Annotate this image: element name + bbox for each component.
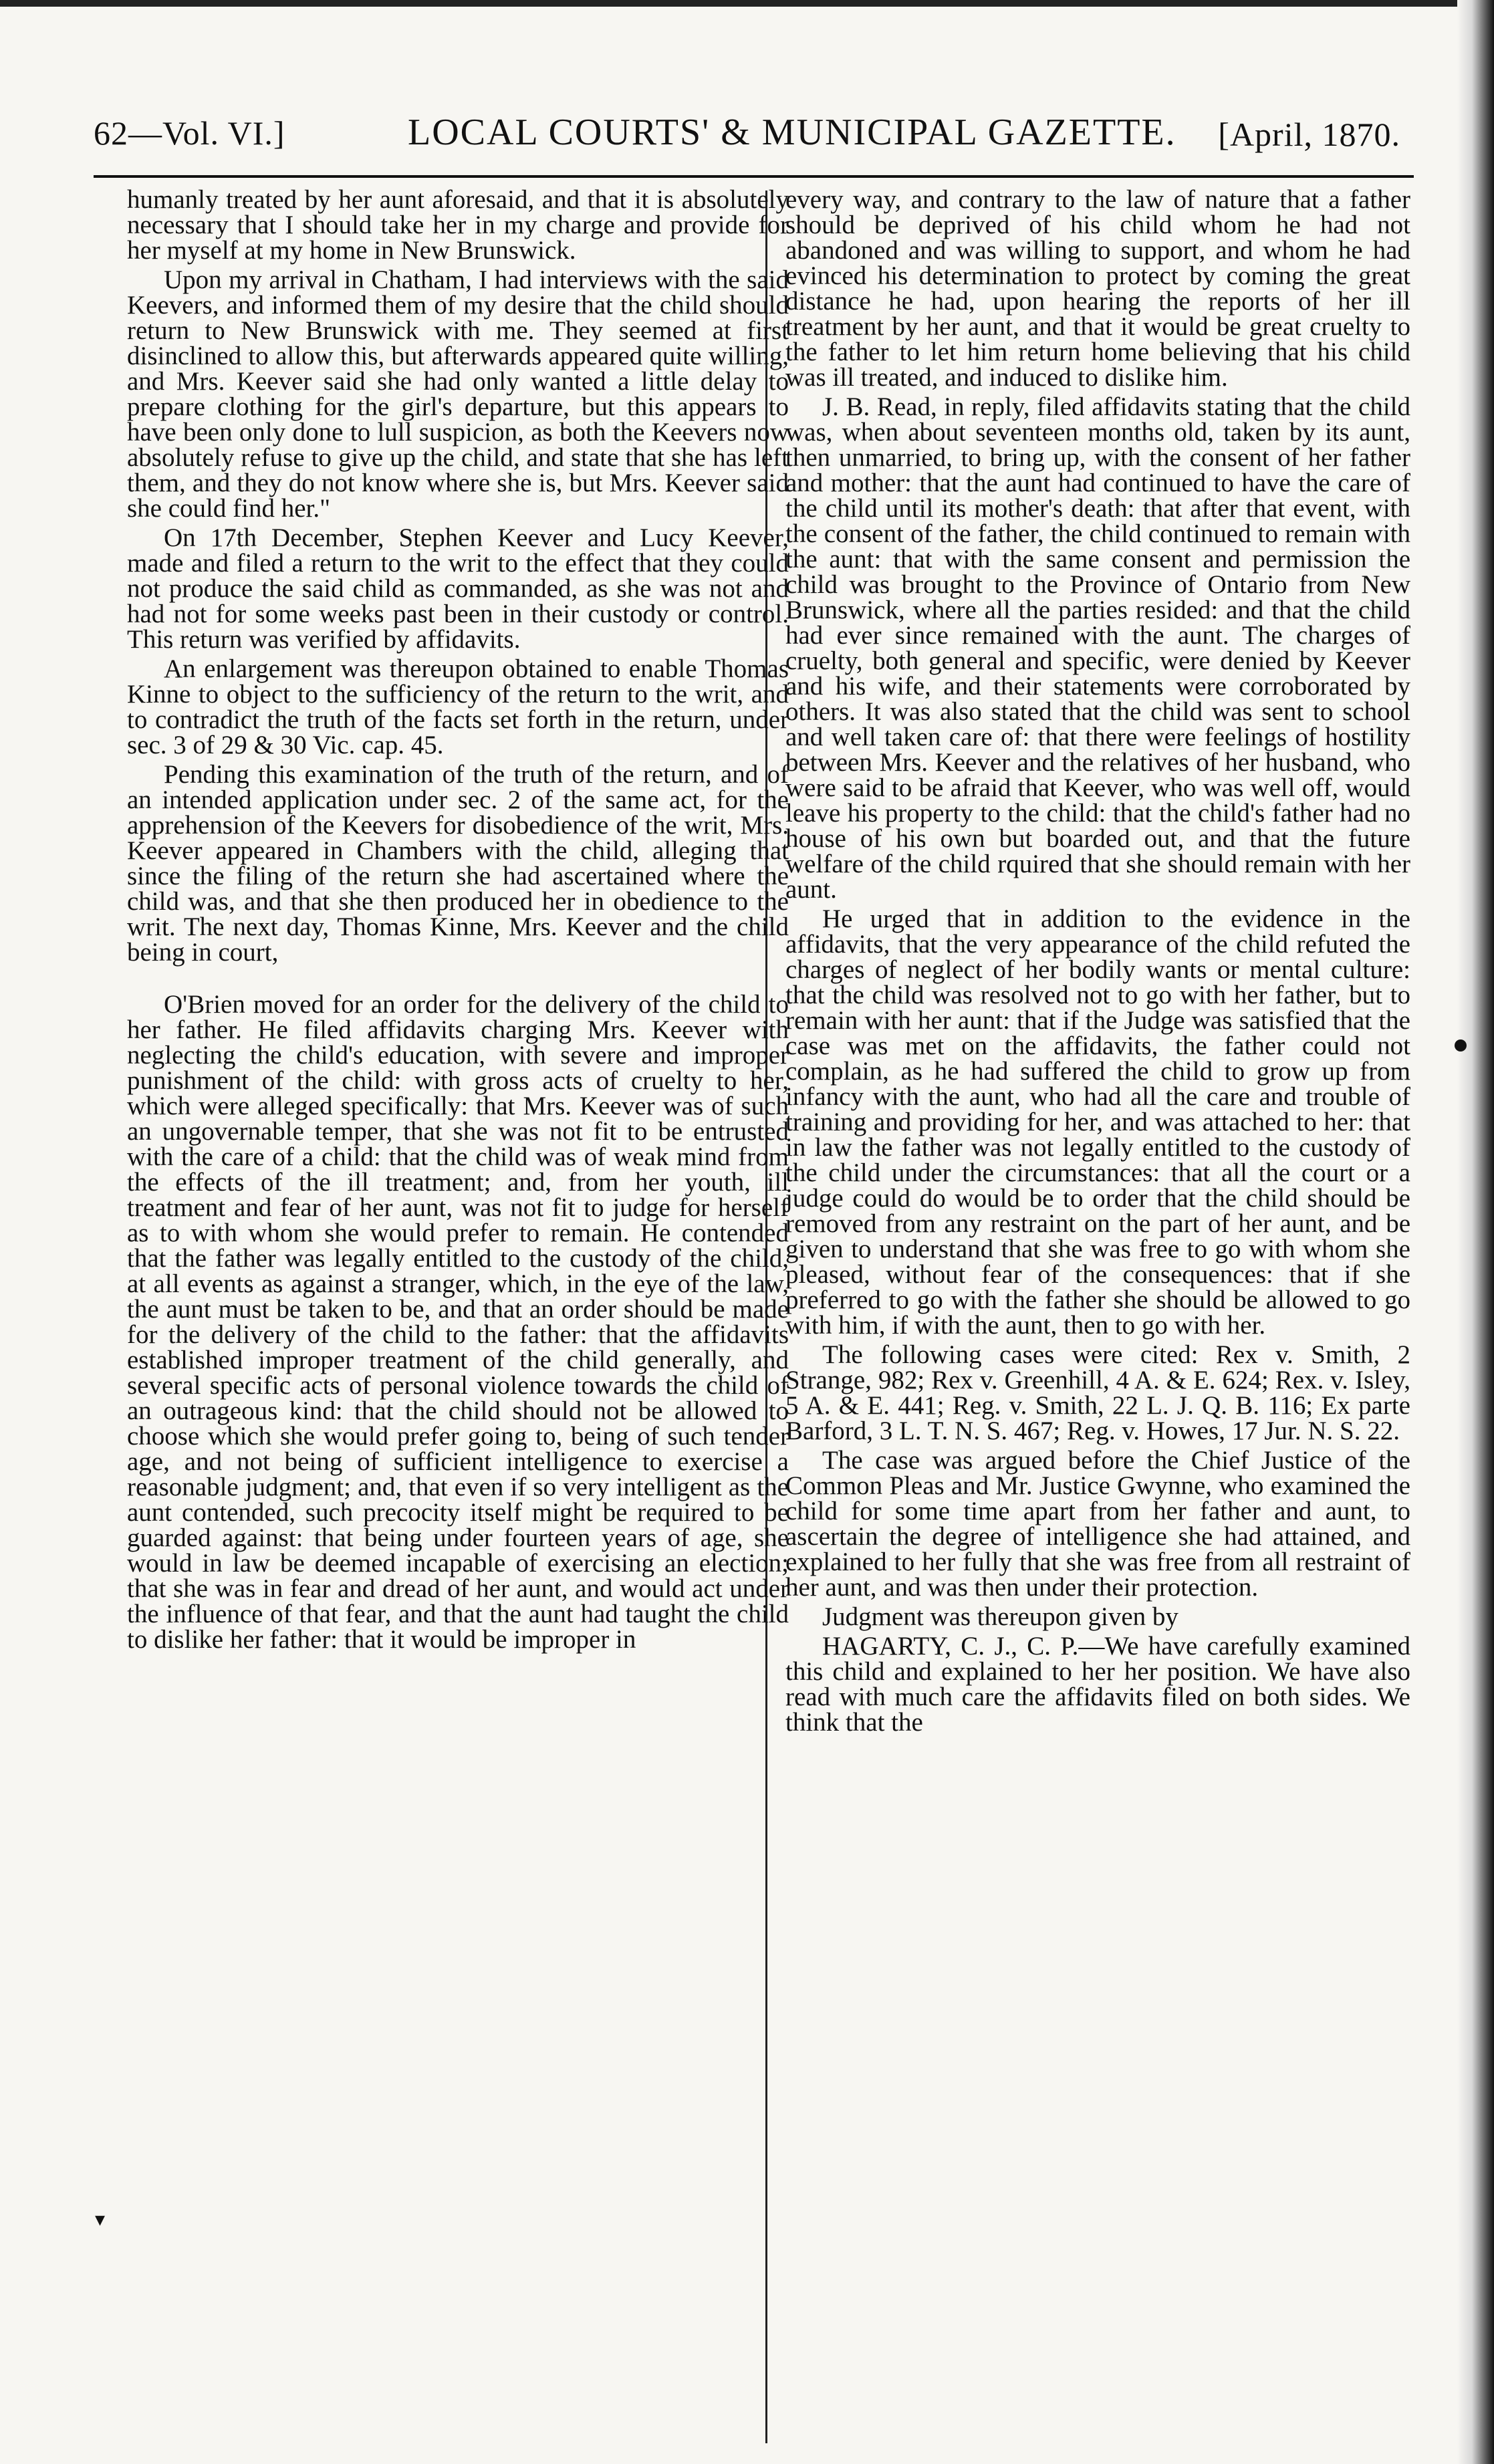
issue-date: [April, 1870. [1218,116,1400,153]
paragraph: Judgment was thereupon given by [822,1602,1178,1631]
paragraph: J. B. Read, in reply, filed affidavits stating that the child was, when about seventeen months old, taken by its aunt, then unmarried, to bring up, with the consent of her father and mother: that the aunt had continued to have the care of the child until its mother's death: that after that event, with the consent of the father, the child continued to remain with the aunt: that with the same consent and permission the child was brought to the Province of Ontario from New Brunswick, where all the parties resided: and that the child had ever since remained with the aunt. The charges of cruelty, both general and specific, were denied by Keever and his wife, and their statements were corroborated by others. It was also stated that the child was sent to school and well taken care of: that there were feelings of hostility between Mrs. Keever and the relatives of her husband, who were said to be afraid that Keever, who was well off, would leave his property to the child: that the child's father had no house of his own but boarded out, and that the future welfare of the child rquired that she should remain with her aunt. [785,392,1410,904]
gazette-title: LOCAL COURTS' & MUNICIPAL GAZETTE. [408,112,1176,153]
paragraph: Pending this examination of the truth of the return, and of an intended application under sec. 2 of the same act, for the apprehension of the Keevers for disobedience of the writ, Mrs. Keever appeared in Chambers with the child, alleging that since the filing of the return she had ascertained where the child was, and that she then produced her in obedience to the writ. The next day, Thomas Kinne, Mrs. Keever and the child being in court, [127,760,789,967]
page-top-edge [0,0,1494,7]
margin-tick-mark: ▾ [95,2209,106,2231]
paragraph: humanly treated by her aunt aforesaid, and that it is absolutely necessary that I should take her in my charge and provide for her myself at my home in New Brunswick. [127,185,789,265]
paragraph: An enlargement was thereupon obtained to enable Thomas Kinne to object to the sufficiency of the return to the writ, and to contradict the truth of the facts set forth in the return, under sec. 3 of 29 & 30 Vic. cap. 45. [127,654,789,759]
paragraph: The case was argued before the Chief Justice of the Common Pleas and Mr. Justice Gwynne, who examined the child for some time apart from her father and aunt, to ascertain the degree of intelligence she had attained, and explained to her fully that she was free from all restraint of her aunt, and was then under their protection. [785,1446,1410,1602]
header-rule [94,175,1414,178]
page-right-edge [1457,0,1494,2464]
paragraph: He urged that in addition to the evidence in the affidavits, that the very appearance of the child refuted the charges of neglect of her bodily wants or mental culture: that the child was resolved not to go with her father, but to remain with her aunt: that if the Judge was satisfied that the case was met on the affidavits, the father could not complain, as he had suffered the child to grow up from infancy with the aunt, who had all the care and trouble of training and providing for her, and was attached to her: that in law the father was not legally entitled to the custody of the child under the circumstances: that all the court or a judge could do would be to order that the child should be removed from any restraint on the part of her aunt, and be given to understand that she was free to go with whom she pleased, without fear of the consequences: that if she preferred to go with the father she should be allowed to go with him, if with the aunt, then to go with her. [785,904,1410,1340]
paragraph: HAGARTY, C. J., C. P.—We have carefully examined this child and explained to her her position. We have also read with much care the affidavits filed on both sides. We think that the [785,1632,1410,1737]
paragraph: The following cases were cited: Rex v. Smith, 2 Strange, 982; Rex v. Greenhill, 4 A. & E. 624; Rex. v. Isley, 5 A. & E. 441; Reg. v. Smith, 22 L. J. Q. B. 116; Ex parte Barford, 3 L. T. N. S. 467; Reg. v. Howes, 17 Jur. N. S. 22. [785,1340,1410,1445]
paragraph: On 17th December, Stephen Keever and Lucy Keever, made and filed a return to the writ to the effect that they could not produce the said child as commanded, as she was not and had not for some weeks past been in their custody or control. This return was verified by affidavits. [127,523,789,654]
right-column [785,187,1410,1739]
paragraph: Upon my arrival in Chatham, I had interviews with the said Keevers, and informed them of my desire that the child should return to New Brunswick with me. They seemed at first disinclined to allow this, but afterwards appeared quite willing, and Mrs. Keever said she had only wanted a little delay to prepare clothing for the girl's departure, but this appears to have been only done to lull suspicion, as both the Keevers now absolutely refuse to give up the child, and state that she has left them, and they do not know where she is, but Mrs. Keever said she could find her." [127,265,789,523]
page-volume-label: 62—Vol. VI.] [94,114,285,152]
ink-dot-mark [1455,1039,1467,1052]
paragraph: O'Brien moved for an order for the delivery of the child to her father. He filed affidavits charging Mrs. Keever with neglecting the child's education, with severe and improper punishment of the child: with gross acts of cruelty to her, which were alleged specifically: that Mrs. Keever was of such an ungovernable temper, that she was not fit to be entrusted with the care of a child: that the child was of weak mind from the effects of the ill treatment; and, from her youth, ill treatment and fear of her aunt, was not fit to judge for herself as to with whom she would prefer to remain. He contended that the father was legally entitled to the custody of the child, at all events as against a stranger, which, in the eye of the law, the aunt must be taken to be, and that an order should be made for the delivery of the child to the father: that the affidavits established improper treatment of the child generally, and several specific acts of personal violence towards the child of an outrageous kind: that the child should not be allowed to choose which she would prefer going to, being of such tender age, and not being of sufficient intelligence to exercise a reasonable judgment; and, that even if so very intelligent as the aunt contended, such precocity itself might be required to be guarded against: that being under fourteen years of age, she would in law be deemed incapable of exercising an election; that she was in fear and dread of her aunt, and would act under the influence of that fear, and that the aunt had taught the child to dislike her father: that it would be improper in [127,990,789,1654]
left-column [127,187,789,1656]
page-header [94,100,1414,160]
paragraph: every way, and contrary to the law of nature that a father should be deprived of his child whom he had not abandoned and was willing to support, and whom he had evinced his determination to protect by coming the great distance he had, upon hearing the reports of her ill treatment by her aunt, and that it would be great cruelty to the father to let him return home believing that his child was ill treated, and induced to dislike him. [785,185,1410,392]
